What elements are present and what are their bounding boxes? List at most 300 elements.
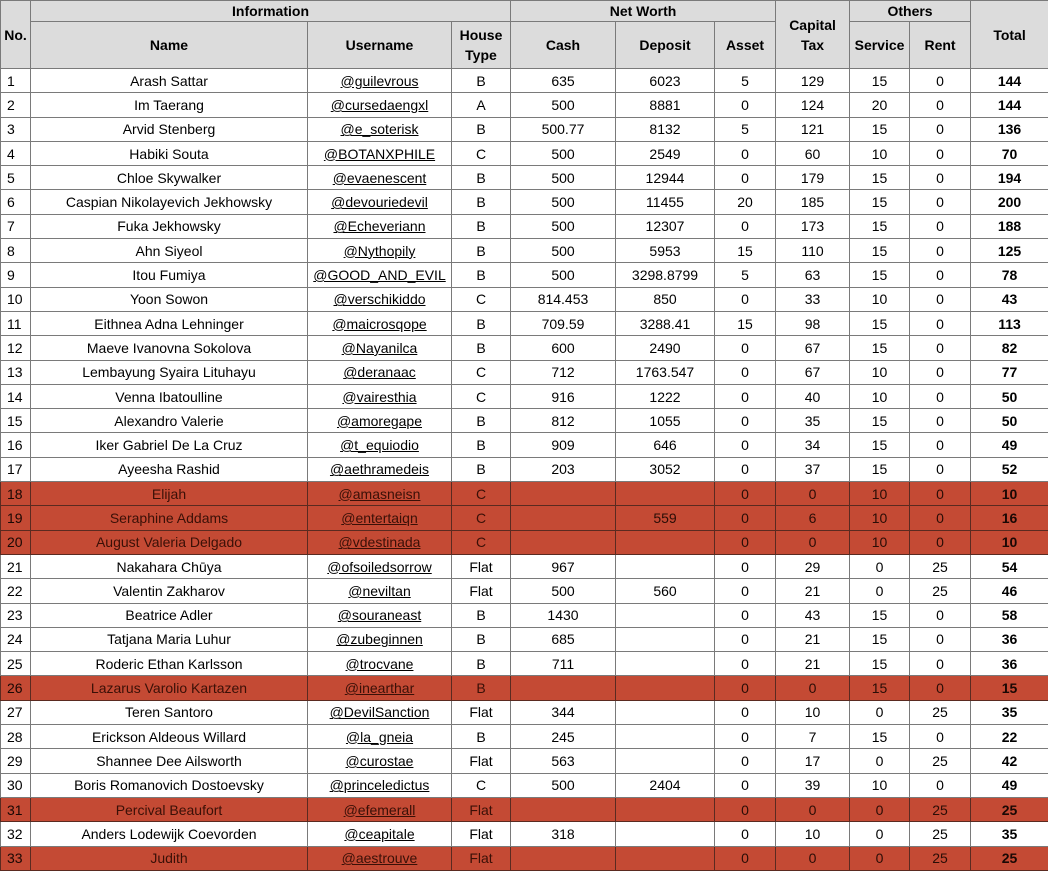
cell-name[interactable]: Eithnea Adna Lehninger xyxy=(31,311,308,335)
cell-service[interactable]: 10 xyxy=(850,384,910,408)
cell-deposit[interactable]: 850 xyxy=(616,287,715,311)
cell-rent[interactable]: 0 xyxy=(910,336,971,360)
cell-rent[interactable]: 25 xyxy=(910,822,971,846)
cell-cash[interactable]: 916 xyxy=(511,384,616,408)
cell-asset[interactable]: 0 xyxy=(715,652,776,676)
cell-cash[interactable]: 1430 xyxy=(511,603,616,627)
cell-capital-tax[interactable]: 43 xyxy=(776,603,850,627)
cell-deposit[interactable]: 8132 xyxy=(616,117,715,141)
cell-name[interactable]: Tatjana Maria Luhur xyxy=(31,627,308,651)
cell-username[interactable] xyxy=(308,846,452,870)
cell-no[interactable]: 6 xyxy=(1,190,31,214)
cell-house-type[interactable]: C xyxy=(452,384,511,408)
cell-deposit[interactable]: 560 xyxy=(616,579,715,603)
cell-asset[interactable]: 0 xyxy=(715,749,776,773)
cell-capital-tax[interactable]: 0 xyxy=(776,676,850,700)
cell-capital-tax[interactable]: 60 xyxy=(776,141,850,165)
cell-deposit[interactable]: 3052 xyxy=(616,457,715,481)
cell-no[interactable]: 18 xyxy=(1,482,31,506)
cell-name[interactable]: Maeve Ivanovna Sokolova xyxy=(31,336,308,360)
cell-no[interactable]: 14 xyxy=(1,384,31,408)
cell-no[interactable]: 26 xyxy=(1,676,31,700)
header-cash[interactable]: Cash xyxy=(511,22,616,69)
cell-asset[interactable]: 0 xyxy=(715,360,776,384)
cell-cash[interactable]: 500 xyxy=(511,773,616,797)
cell-house-type[interactable]: B xyxy=(452,69,511,93)
cell-service[interactable]: 15 xyxy=(850,603,910,627)
cell-cash[interactable]: 500 xyxy=(511,263,616,287)
cell-house-type[interactable]: C xyxy=(452,482,511,506)
cell-rent[interactable]: 0 xyxy=(910,117,971,141)
cell-username[interactable] xyxy=(308,239,452,263)
cell-cash[interactable] xyxy=(511,797,616,821)
cell-house-type[interactable]: Flat xyxy=(452,554,511,578)
cell-capital-tax[interactable]: 35 xyxy=(776,409,850,433)
cell-rent[interactable]: 0 xyxy=(910,69,971,93)
cell-capital-tax[interactable]: 173 xyxy=(776,214,850,238)
cell-name[interactable]: Habiki Souta xyxy=(31,141,308,165)
cell-name[interactable]: Erickson Aldeous Willard xyxy=(31,725,308,749)
cell-deposit[interactable] xyxy=(616,822,715,846)
cell-capital-tax[interactable]: 21 xyxy=(776,627,850,651)
cell-asset[interactable]: 5 xyxy=(715,117,776,141)
cell-asset[interactable]: 0 xyxy=(715,822,776,846)
cell-no[interactable]: 24 xyxy=(1,627,31,651)
cell-rent[interactable]: 25 xyxy=(910,846,971,870)
cell-asset[interactable]: 0 xyxy=(715,676,776,700)
cell-rent[interactable]: 0 xyxy=(910,287,971,311)
cell-deposit[interactable] xyxy=(616,530,715,554)
cell-rent[interactable]: 0 xyxy=(910,360,971,384)
cell-rent[interactable]: 0 xyxy=(910,93,971,117)
cell-name[interactable]: Lazarus Varolio Kartazen xyxy=(31,676,308,700)
cell-no[interactable]: 9 xyxy=(1,263,31,287)
cell-total[interactable]: 50 xyxy=(971,409,1048,433)
cell-house-type[interactable]: B xyxy=(452,263,511,287)
cell-service[interactable]: 0 xyxy=(850,846,910,870)
cell-rent[interactable]: 0 xyxy=(910,409,971,433)
cell-no[interactable]: 5 xyxy=(1,166,31,190)
header-net-worth[interactable]: Net Worth xyxy=(511,1,776,22)
cell-username[interactable] xyxy=(308,141,452,165)
cell-deposit[interactable]: 6023 xyxy=(616,69,715,93)
cell-house-type[interactable]: B xyxy=(452,725,511,749)
cell-rent[interactable]: 0 xyxy=(910,627,971,651)
cell-username[interactable] xyxy=(308,822,452,846)
cell-no[interactable]: 16 xyxy=(1,433,31,457)
cell-cash[interactable]: 500 xyxy=(511,190,616,214)
cell-username[interactable] xyxy=(308,336,452,360)
cell-name[interactable]: Lembayung Syaira Lituhayu xyxy=(31,360,308,384)
cell-cash[interactable]: 500.77 xyxy=(511,117,616,141)
cell-username[interactable] xyxy=(308,797,452,821)
cell-service[interactable]: 10 xyxy=(850,141,910,165)
cell-capital-tax[interactable]: 17 xyxy=(776,749,850,773)
cell-asset[interactable]: 0 xyxy=(715,433,776,457)
cell-name[interactable]: Ahn Siyeol xyxy=(31,239,308,263)
cell-no[interactable]: 22 xyxy=(1,579,31,603)
cell-total[interactable]: 200 xyxy=(971,190,1048,214)
cell-asset[interactable]: 0 xyxy=(715,530,776,554)
header-username[interactable]: Username xyxy=(308,22,452,69)
cell-no[interactable]: 32 xyxy=(1,822,31,846)
header-total[interactable]: Total xyxy=(971,1,1048,69)
header-asset[interactable]: Asset xyxy=(715,22,776,69)
cell-username[interactable] xyxy=(308,69,452,93)
cell-house-type[interactable]: C xyxy=(452,773,511,797)
cell-deposit[interactable]: 2490 xyxy=(616,336,715,360)
cell-rent[interactable]: 25 xyxy=(910,554,971,578)
cell-username[interactable] xyxy=(308,214,452,238)
cell-capital-tax[interactable]: 34 xyxy=(776,433,850,457)
cell-house-type[interactable]: B xyxy=(452,214,511,238)
cell-cash[interactable]: 635 xyxy=(511,69,616,93)
cell-capital-tax[interactable]: 7 xyxy=(776,725,850,749)
cell-username[interactable] xyxy=(308,579,452,603)
cell-username[interactable] xyxy=(308,117,452,141)
cell-service[interactable]: 15 xyxy=(850,457,910,481)
cell-asset[interactable]: 5 xyxy=(715,69,776,93)
cell-service[interactable]: 0 xyxy=(850,700,910,724)
cell-username[interactable] xyxy=(308,773,452,797)
cell-name[interactable]: Alexandro Valerie xyxy=(31,409,308,433)
cell-capital-tax[interactable]: 21 xyxy=(776,579,850,603)
cell-deposit[interactable] xyxy=(616,482,715,506)
cell-cash[interactable]: 500 xyxy=(511,214,616,238)
cell-cash[interactable] xyxy=(511,506,616,530)
cell-capital-tax[interactable]: 10 xyxy=(776,822,850,846)
cell-asset[interactable]: 0 xyxy=(715,627,776,651)
cell-cash[interactable]: 563 xyxy=(511,749,616,773)
cell-total[interactable]: 82 xyxy=(971,336,1048,360)
cell-name[interactable]: Percival Beaufort xyxy=(31,797,308,821)
cell-total[interactable]: 35 xyxy=(971,822,1048,846)
cell-house-type[interactable]: C xyxy=(452,506,511,530)
cell-house-type[interactable]: B xyxy=(452,117,511,141)
cell-cash[interactable]: 344 xyxy=(511,700,616,724)
cell-rent[interactable]: 0 xyxy=(910,433,971,457)
cell-username[interactable] xyxy=(308,603,452,627)
cell-asset[interactable]: 15 xyxy=(715,311,776,335)
cell-no[interactable]: 3 xyxy=(1,117,31,141)
cell-username[interactable] xyxy=(308,263,452,287)
cell-house-type[interactable]: B xyxy=(452,652,511,676)
cell-deposit[interactable] xyxy=(616,652,715,676)
cell-service[interactable]: 15 xyxy=(850,336,910,360)
cell-deposit[interactable]: 3288.41 xyxy=(616,311,715,335)
cell-rent[interactable]: 0 xyxy=(910,166,971,190)
cell-capital-tax[interactable]: 0 xyxy=(776,482,850,506)
cell-service[interactable]: 20 xyxy=(850,93,910,117)
cell-no[interactable]: 17 xyxy=(1,457,31,481)
cell-rent[interactable]: 0 xyxy=(910,506,971,530)
cell-total[interactable]: 50 xyxy=(971,384,1048,408)
cell-no[interactable]: 33 xyxy=(1,846,31,870)
cell-total[interactable]: 52 xyxy=(971,457,1048,481)
cell-cash[interactable]: 709.59 xyxy=(511,311,616,335)
cell-username[interactable] xyxy=(308,360,452,384)
cell-total[interactable]: 35 xyxy=(971,700,1048,724)
cell-no[interactable]: 25 xyxy=(1,652,31,676)
cell-name[interactable]: Arvid Stenberg xyxy=(31,117,308,141)
cell-username[interactable] xyxy=(308,482,452,506)
cell-total[interactable]: 58 xyxy=(971,603,1048,627)
cell-deposit[interactable] xyxy=(616,846,715,870)
cell-cash[interactable]: 500 xyxy=(511,579,616,603)
cell-name[interactable]: Shannee Dee Ailsworth xyxy=(31,749,308,773)
cell-service[interactable]: 15 xyxy=(850,190,910,214)
cell-total[interactable]: 125 xyxy=(971,239,1048,263)
cell-username[interactable] xyxy=(308,409,452,433)
cell-cash[interactable]: 812 xyxy=(511,409,616,433)
cell-total[interactable]: 144 xyxy=(971,69,1048,93)
header-information[interactable]: Information xyxy=(31,1,511,22)
cell-capital-tax[interactable]: 6 xyxy=(776,506,850,530)
cell-name[interactable]: Ayeesha Rashid xyxy=(31,457,308,481)
cell-username[interactable] xyxy=(308,652,452,676)
cell-total[interactable]: 54 xyxy=(971,554,1048,578)
cell-rent[interactable]: 0 xyxy=(910,652,971,676)
cell-house-type[interactable]: Flat xyxy=(452,749,511,773)
cell-total[interactable]: 10 xyxy=(971,482,1048,506)
cell-name[interactable]: Im Taerang xyxy=(31,93,308,117)
cell-house-type[interactable]: C xyxy=(452,530,511,554)
cell-service[interactable]: 0 xyxy=(850,554,910,578)
cell-name[interactable]: Anders Lodewijk Coevorden xyxy=(31,822,308,846)
cell-capital-tax[interactable]: 29 xyxy=(776,554,850,578)
cell-cash[interactable]: 814.453 xyxy=(511,287,616,311)
cell-house-type[interactable]: B xyxy=(452,676,511,700)
cell-total[interactable]: 113 xyxy=(971,311,1048,335)
cell-username[interactable] xyxy=(308,676,452,700)
cell-house-type[interactable]: B xyxy=(452,627,511,651)
header-deposit[interactable]: Deposit xyxy=(616,22,715,69)
cell-total[interactable]: 188 xyxy=(971,214,1048,238)
cell-house-type[interactable]: B xyxy=(452,166,511,190)
cell-service[interactable]: 10 xyxy=(850,360,910,384)
cell-total[interactable]: 16 xyxy=(971,506,1048,530)
header-capital-tax[interactable] xyxy=(776,1,850,69)
cell-no[interactable]: 31 xyxy=(1,797,31,821)
cell-deposit[interactable] xyxy=(616,627,715,651)
cell-service[interactable]: 10 xyxy=(850,773,910,797)
cell-rent[interactable]: 0 xyxy=(910,141,971,165)
cell-cash[interactable]: 685 xyxy=(511,627,616,651)
cell-cash[interactable]: 500 xyxy=(511,141,616,165)
cell-capital-tax[interactable]: 124 xyxy=(776,93,850,117)
header-name[interactable]: Name xyxy=(31,22,308,69)
cell-service[interactable]: 15 xyxy=(850,627,910,651)
cell-capital-tax[interactable]: 121 xyxy=(776,117,850,141)
cell-name[interactable]: Boris Romanovich Dostoevsky xyxy=(31,773,308,797)
cell-asset[interactable]: 0 xyxy=(715,482,776,506)
cell-username[interactable] xyxy=(308,725,452,749)
cell-cash[interactable]: 203 xyxy=(511,457,616,481)
cell-cash[interactable]: 245 xyxy=(511,725,616,749)
cell-asset[interactable]: 20 xyxy=(715,190,776,214)
cell-house-type[interactable]: B xyxy=(452,190,511,214)
cell-no[interactable]: 19 xyxy=(1,506,31,530)
cell-total[interactable]: 10 xyxy=(971,530,1048,554)
cell-rent[interactable]: 0 xyxy=(910,384,971,408)
cell-total[interactable]: 78 xyxy=(971,263,1048,287)
cell-asset[interactable]: 0 xyxy=(715,336,776,360)
cell-rent[interactable]: 0 xyxy=(910,482,971,506)
cell-deposit[interactable]: 2404 xyxy=(616,773,715,797)
cell-house-type[interactable]: A xyxy=(452,93,511,117)
cell-cash[interactable]: 711 xyxy=(511,652,616,676)
cell-name[interactable]: Yoon Sowon xyxy=(31,287,308,311)
cell-deposit[interactable] xyxy=(616,749,715,773)
cell-capital-tax[interactable]: 67 xyxy=(776,336,850,360)
cell-service[interactable]: 15 xyxy=(850,263,910,287)
cell-rent[interactable]: 0 xyxy=(910,214,971,238)
cell-total[interactable]: 15 xyxy=(971,676,1048,700)
cell-service[interactable]: 15 xyxy=(850,69,910,93)
cell-asset[interactable]: 0 xyxy=(715,141,776,165)
cell-service[interactable]: 0 xyxy=(850,749,910,773)
cell-capital-tax[interactable]: 0 xyxy=(776,530,850,554)
cell-name[interactable]: Fuka Jekhowsky xyxy=(31,214,308,238)
cell-no[interactable]: 23 xyxy=(1,603,31,627)
header-house-type[interactable] xyxy=(452,22,511,69)
cell-total[interactable]: 42 xyxy=(971,749,1048,773)
cell-asset[interactable]: 0 xyxy=(715,725,776,749)
cell-name[interactable]: Teren Santoro xyxy=(31,700,308,724)
cell-capital-tax[interactable]: 179 xyxy=(776,166,850,190)
cell-asset[interactable]: 15 xyxy=(715,239,776,263)
cell-house-type[interactable]: Flat xyxy=(452,822,511,846)
cell-deposit[interactable]: 12944 xyxy=(616,166,715,190)
cell-rent[interactable]: 0 xyxy=(910,263,971,287)
cell-cash[interactable]: 500 xyxy=(511,166,616,190)
cell-cash[interactable]: 909 xyxy=(511,433,616,457)
cell-no[interactable]: 13 xyxy=(1,360,31,384)
cell-house-type[interactable]: Flat xyxy=(452,700,511,724)
cell-asset[interactable]: 0 xyxy=(715,214,776,238)
cell-house-type[interactable]: Flat xyxy=(452,846,511,870)
cell-service[interactable]: 15 xyxy=(850,239,910,263)
cell-username[interactable] xyxy=(308,457,452,481)
header-others[interactable]: Others xyxy=(850,1,971,22)
cell-username[interactable] xyxy=(308,530,452,554)
cell-asset[interactable]: 0 xyxy=(715,554,776,578)
cell-total[interactable]: 43 xyxy=(971,287,1048,311)
cell-service[interactable]: 10 xyxy=(850,506,910,530)
cell-asset[interactable]: 0 xyxy=(715,846,776,870)
cell-name[interactable]: Valentin Zakharov xyxy=(31,579,308,603)
cell-total[interactable]: 77 xyxy=(971,360,1048,384)
cell-cash[interactable]: 712 xyxy=(511,360,616,384)
cell-rent[interactable]: 25 xyxy=(910,579,971,603)
cell-capital-tax[interactable]: 110 xyxy=(776,239,850,263)
cell-name[interactable]: Roderic Ethan Karlsson xyxy=(31,652,308,676)
cell-service[interactable]: 0 xyxy=(850,822,910,846)
cell-house-type[interactable]: B xyxy=(452,409,511,433)
cell-capital-tax[interactable]: 98 xyxy=(776,311,850,335)
cell-rent[interactable]: 0 xyxy=(910,725,971,749)
cell-service[interactable]: 0 xyxy=(850,579,910,603)
cell-no[interactable]: 30 xyxy=(1,773,31,797)
cell-house-type[interactable]: C xyxy=(452,287,511,311)
header-service[interactable]: Service xyxy=(850,22,910,69)
cell-name[interactable]: Judith xyxy=(31,846,308,870)
cell-cash[interactable] xyxy=(511,846,616,870)
cell-service[interactable]: 15 xyxy=(850,166,910,190)
cell-deposit[interactable]: 12307 xyxy=(616,214,715,238)
cell-service[interactable]: 15 xyxy=(850,311,910,335)
cell-no[interactable]: 29 xyxy=(1,749,31,773)
cell-username[interactable] xyxy=(308,506,452,530)
header-no[interactable]: No. xyxy=(1,1,31,69)
cell-deposit[interactable]: 3298.8799 xyxy=(616,263,715,287)
cell-rent[interactable]: 0 xyxy=(910,457,971,481)
cell-total[interactable]: 25 xyxy=(971,846,1048,870)
cell-asset[interactable]: 0 xyxy=(715,773,776,797)
cell-name[interactable]: Itou Fumiya xyxy=(31,263,308,287)
cell-deposit[interactable]: 1222 xyxy=(616,384,715,408)
cell-deposit[interactable]: 5953 xyxy=(616,239,715,263)
cell-capital-tax[interactable]: 129 xyxy=(776,69,850,93)
cell-service[interactable]: 10 xyxy=(850,530,910,554)
cell-no[interactable]: 27 xyxy=(1,700,31,724)
cell-no[interactable]: 28 xyxy=(1,725,31,749)
cell-name[interactable]: Caspian Nikolayevich Jekhowsky xyxy=(31,190,308,214)
cell-service[interactable]: 15 xyxy=(850,433,910,457)
cell-deposit[interactable] xyxy=(616,603,715,627)
cell-name[interactable]: Chloe Skywalker xyxy=(31,166,308,190)
cell-deposit[interactable]: 1763.547 xyxy=(616,360,715,384)
cell-capital-tax[interactable]: 67 xyxy=(776,360,850,384)
cell-name[interactable]: Beatrice Adler xyxy=(31,603,308,627)
cell-no[interactable]: 2 xyxy=(1,93,31,117)
cell-service[interactable]: 15 xyxy=(850,214,910,238)
header-rent[interactable]: Rent xyxy=(910,22,971,69)
cell-no[interactable]: 4 xyxy=(1,141,31,165)
cell-no[interactable]: 1 xyxy=(1,69,31,93)
cell-name[interactable]: Venna Ibatoulline xyxy=(31,384,308,408)
cell-rent[interactable]: 0 xyxy=(910,603,971,627)
cell-rent[interactable]: 0 xyxy=(910,239,971,263)
cell-name[interactable]: Arash Sattar xyxy=(31,69,308,93)
cell-deposit[interactable] xyxy=(616,797,715,821)
cell-asset[interactable]: 0 xyxy=(715,797,776,821)
cell-cash[interactable]: 600 xyxy=(511,336,616,360)
cell-house-type[interactable]: B xyxy=(452,311,511,335)
cell-cash[interactable] xyxy=(511,530,616,554)
cell-cash[interactable]: 967 xyxy=(511,554,616,578)
cell-name[interactable]: Seraphine Addams xyxy=(31,506,308,530)
cell-capital-tax[interactable]: 33 xyxy=(776,287,850,311)
cell-name[interactable]: August Valeria Delgado xyxy=(31,530,308,554)
cell-cash[interactable]: 500 xyxy=(511,93,616,117)
cell-rent[interactable]: 25 xyxy=(910,797,971,821)
cell-deposit[interactable] xyxy=(616,554,715,578)
cell-capital-tax[interactable]: 10 xyxy=(776,700,850,724)
cell-service[interactable]: 15 xyxy=(850,652,910,676)
cell-total[interactable]: 22 xyxy=(971,725,1048,749)
cell-no[interactable]: 20 xyxy=(1,530,31,554)
cell-no[interactable]: 15 xyxy=(1,409,31,433)
cell-asset[interactable]: 0 xyxy=(715,166,776,190)
cell-deposit[interactable] xyxy=(616,676,715,700)
cell-house-type[interactable]: B xyxy=(452,433,511,457)
cell-no[interactable]: 12 xyxy=(1,336,31,360)
cell-username[interactable] xyxy=(308,287,452,311)
cell-username[interactable] xyxy=(308,166,452,190)
cell-rent[interactable]: 0 xyxy=(910,530,971,554)
cell-total[interactable]: 70 xyxy=(971,141,1048,165)
